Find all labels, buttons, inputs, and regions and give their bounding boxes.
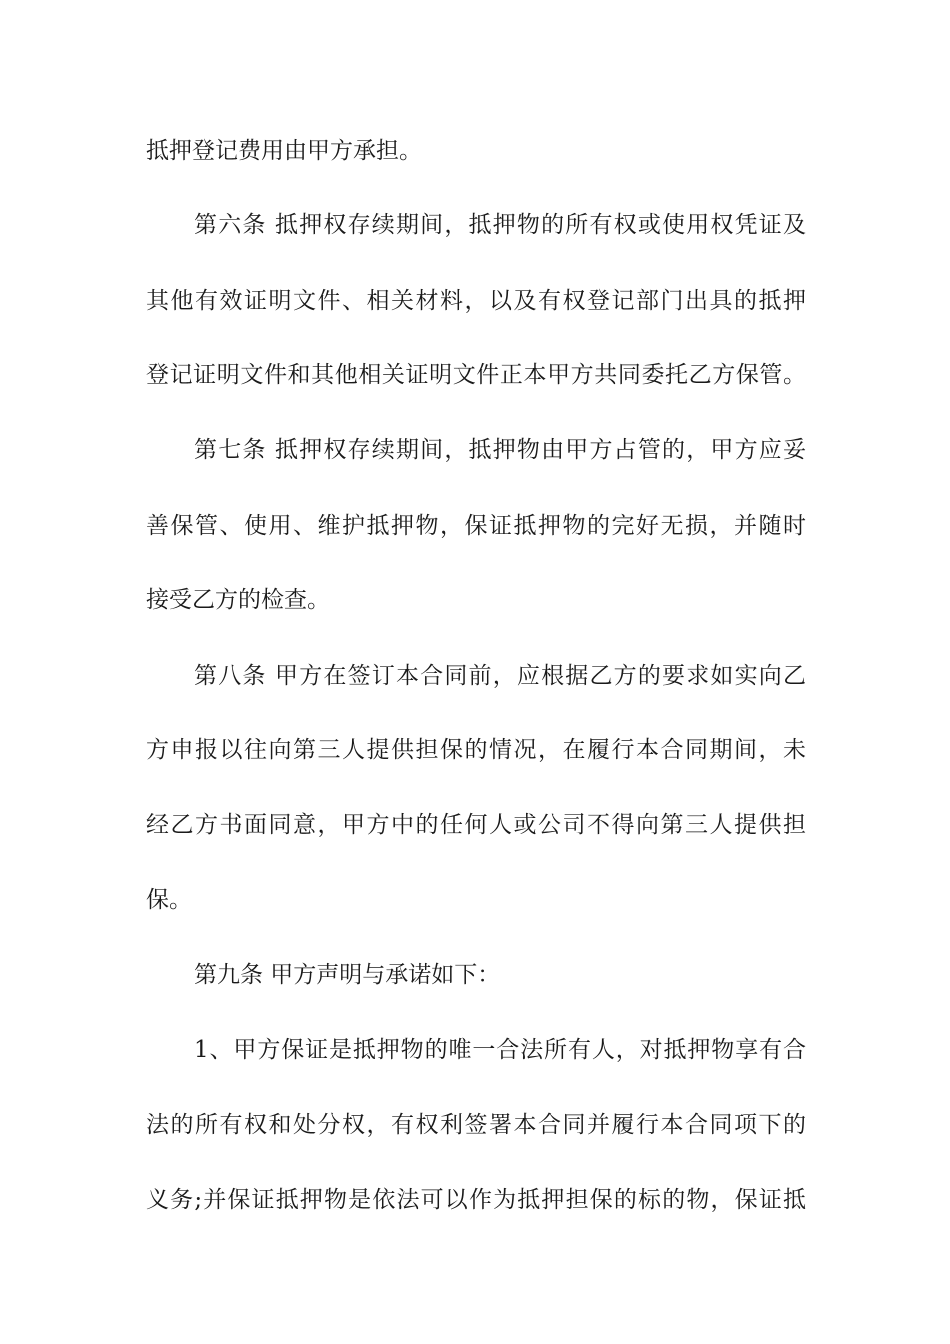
text-line: 其他有效证明文件、相关材料，以及有权登记部门出具的抵押	[146, 288, 806, 314]
text-line-article-8: 第八条 甲方在签订本合同前，应根据乙方的要求如实向乙	[194, 663, 806, 689]
text-line: 义务;并保证抵押物是依法可以作为抵押担保的标的物，保证抵	[146, 1187, 806, 1213]
text-line: 方申报以往向第三人提供担保的情况，在履行本合同期间，未	[146, 737, 806, 763]
text-line: 登记证明文件和其他相关证明文件正本甲方共同委托乙方保管。	[146, 362, 806, 388]
text-line: 善保管、使用、维护抵押物，保证抵押物的完好无损，并随时	[146, 513, 806, 539]
text-line-article-7: 第七条 抵押权存续期间，抵押物由甲方占管的，甲方应妥	[194, 437, 806, 463]
text-line-article-6: 第六条 抵押权存续期间，抵押物的所有权或使用权凭证及	[194, 212, 806, 238]
text-line-clause-1: 1、甲方保证是抵押物的唯一合法所有人，对抵押物享有合	[194, 1037, 806, 1063]
text-line: 接受乙方的检查。	[146, 587, 330, 613]
text-line: 保。	[146, 887, 192, 913]
text-line: 法的所有权和处分权，有权利签署本合同并履行本合同项下的	[146, 1112, 806, 1138]
text-line: 经乙方书面同意，甲方中的任何人或公司不得向第三人提供担	[146, 812, 806, 838]
text-line: 抵押登记费用由甲方承担。	[146, 138, 422, 164]
text-line-article-9: 第九条 甲方声明与承诺如下：	[194, 962, 501, 988]
